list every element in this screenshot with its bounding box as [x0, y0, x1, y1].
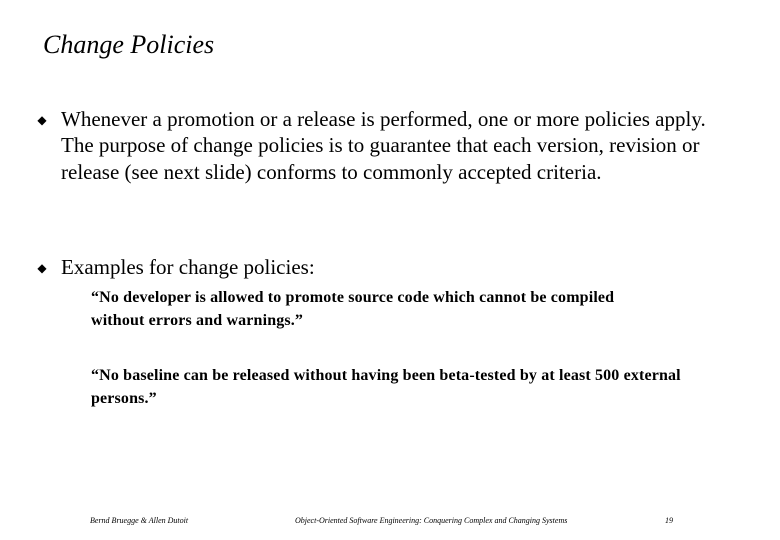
diamond-bullet-icon: ◆ — [37, 261, 47, 275]
bullet-text: Examples for change policies: — [61, 255, 315, 279]
footer-book-title: Object-Oriented Software Engineering: Conquering Complex and Changing Systems — [295, 516, 568, 525]
slide-title: Change Policies — [43, 30, 215, 59]
bullet-item — [36, 106, 756, 185]
bullet-text: Whenever a promotion or a release is performed, one or more policies apply. The purpose of change policies is to guarantee that each version, revision or release (see next slide) conforms to commonly accepted criteria. — [61, 107, 706, 184]
diamond-bullet-icon: ◆ — [37, 113, 47, 127]
page-number: 19 — [665, 516, 673, 525]
footer-authors: Bernd Bruegge & Allen Dutoit — [90, 516, 189, 525]
policy-example-quote: “No baseline can be released without having been beta-tested by at least 500 external persons.” — [91, 367, 681, 407]
bullet-item — [36, 254, 756, 280]
policy-example-quote: “No developer is allowed to promote source code which cannot be compiled without errors and warnings.” — [91, 289, 615, 329]
